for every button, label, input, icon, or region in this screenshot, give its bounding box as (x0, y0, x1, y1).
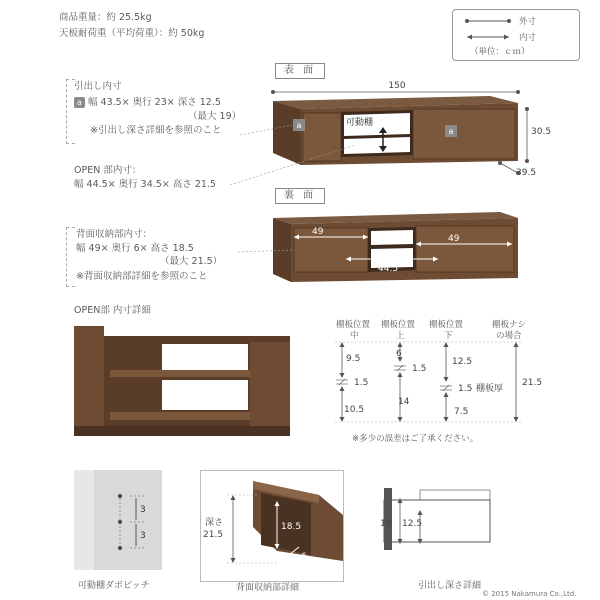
col4-header-line1: 棚板ナシ (492, 320, 526, 330)
load-spec: 天板耐荷重（平均荷重）：約 50kg (59, 28, 205, 39)
col3-mid-value: 1.5 (458, 384, 473, 394)
tolerance-note: ※多少の誤差はご了承ください。 (352, 434, 479, 444)
back-view-drawing (60, 200, 540, 290)
back-left-width-value: 49 (312, 227, 324, 237)
drawer-depth-drawing (360, 480, 500, 560)
dowel-image (74, 470, 162, 570)
back-storage-depth-max: 21.5 (203, 530, 224, 540)
legend-outer: 外寸 (519, 17, 537, 27)
open-detail-image (74, 322, 290, 450)
col1-top-value: 9.5 (346, 354, 361, 364)
col1-bot-value: 10.5 (344, 405, 365, 415)
open-detail-dims (290, 340, 590, 430)
col3-top-value: 12.5 (452, 357, 473, 367)
weight-spec: 商品重量：約 25.5kg (59, 12, 152, 23)
drawer-depth-value-2: 12.5 (402, 519, 423, 529)
drawer-note-title: 引出し内寸 (74, 81, 122, 92)
back-storage-image (201, 471, 343, 581)
dowel-caption: 可動棚ダボピッチ (78, 581, 150, 591)
col2-mid-value: 1.5 (412, 364, 427, 374)
back-storage-caption: 背面収納部詳細 (236, 583, 300, 593)
back-storage-width-value: 6 (301, 552, 307, 562)
back-storage-depth-value: 18.5 (281, 522, 302, 532)
back-note-line3: ※背面収納部詳細を参照のこと (76, 271, 208, 282)
front-width-value: 150 (388, 81, 406, 91)
col3-bot-value: 7.5 (454, 407, 469, 417)
back-note-line2: （最大 21.5） (160, 256, 223, 267)
front-left-badge-text: a (296, 121, 302, 130)
back-storage-depth-label: 深さ (205, 518, 224, 528)
front-height-value: 30.5 (531, 127, 552, 137)
front-depth-value: 39.5 (516, 168, 537, 178)
back-right-width-value: 49 (448, 234, 460, 244)
back-note-line1: 幅 49× 奥行 6× 高さ 18.5 (76, 243, 194, 254)
dowel-value-1: 3 (140, 505, 146, 515)
drawer-depth-caption: 引出し深さ詳細 (418, 581, 482, 591)
legend-inner: 内寸 (519, 33, 537, 43)
col3-header-line1: 棚板位置 (429, 320, 464, 330)
col4-value: 21.5 (522, 378, 543, 388)
dowel-panel (74, 470, 162, 570)
open-note-title: OPEN 部内寸： (74, 165, 142, 176)
col3-mid-label: 棚板厚 (476, 384, 504, 394)
drawer-note-line2: （最大 19） (188, 111, 242, 122)
open-detail-title: OPEN部 内寸詳細 (74, 305, 151, 316)
shelf-label: 可動棚 (346, 118, 374, 128)
col2-header-line1: 棚板位置 (381, 320, 416, 330)
legend-box (452, 9, 580, 61)
back-center-width-value: 44.5 (378, 264, 399, 274)
col3-header-line2: 下 (444, 331, 453, 341)
copyright: © 2015 Nakamura Co.,Ltd. (482, 590, 577, 598)
drawer-depth-value-1: 19 (380, 519, 392, 529)
col1-header-line1: 棚板位置 (336, 320, 371, 330)
front-view-label: 表 面 (275, 63, 325, 79)
front-right-badge-text: a (448, 127, 454, 136)
col4-header-line2: の場合 (496, 331, 522, 341)
legend-unit: （単位：ｃｍ） (470, 47, 530, 57)
back-view-label: 裏 面 (275, 188, 325, 204)
col1-header-line2: 中 (350, 331, 359, 341)
col1-mid-value: 1.5 (354, 378, 369, 388)
front-view-drawing (60, 75, 552, 185)
col2-header-line2: 上 (396, 331, 405, 341)
open-detail-photo (74, 322, 290, 450)
open-note-line1: 幅 44.5× 奥行 34.5× 高さ 21.5 (74, 179, 216, 190)
back-note-title: 背面収納部内寸： (76, 229, 153, 240)
drawer-note-line3: ※引出し深さ詳細を参照のこと (90, 125, 222, 136)
back-storage-panel (200, 470, 344, 582)
col2-top-value: 6 (396, 349, 402, 359)
drawer-note-dims: 幅 43.5× 奥行 23× 深さ 12.5 (88, 97, 221, 108)
drawer-badge: a (74, 97, 85, 108)
dowel-value-2: 3 (140, 531, 146, 541)
col2-bot-value: 14 (398, 397, 410, 407)
